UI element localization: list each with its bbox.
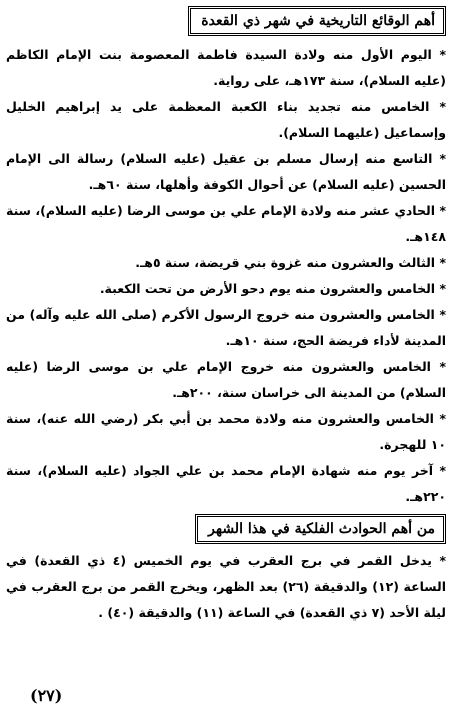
event-item: [6, 406, 446, 458]
bullet-mark: *: [439, 463, 446, 478]
event-item: [6, 42, 446, 94]
section-title-historical-events: أهم الوقائع التاريخية في شهر ذي القعدة: [188, 6, 446, 36]
page-number: (٢٧): [30, 686, 63, 705]
event-item: [6, 250, 446, 276]
event-item: [6, 548, 446, 626]
event-item: [6, 458, 446, 510]
bullet-mark: *: [439, 281, 446, 296]
event-text: الخامس والعشرون منه خروج الإمام علي بن موسى الرضا (عليه السلام) من المدينة الى خراسان سنة، ٢٠٠هـ.: [6, 359, 446, 400]
historical-events-list: [6, 42, 446, 510]
event-text: اليوم الأول منه ولادة السيدة فاطمة المعصومة بنت الإمام الكاظم (عليه السلام)، سنة ١٧٣هـ، على رواية.: [6, 47, 446, 88]
event-item: [6, 146, 446, 198]
section-title-wrap-astronomical: [6, 514, 446, 544]
event-item: [6, 94, 446, 146]
event-text: الثالث والعشرون منه غزوة بني قريضة، سنة ٥هـ.: [135, 255, 436, 270]
bullet-mark: *: [439, 359, 446, 374]
event-text: الخامس والعشرون منه خروج الرسول الأكرم (صلى الله عليه وآله) من المدينة لأداء فريضة الحج، سنة ١٠هـ.: [6, 307, 446, 348]
bullet-mark: *: [439, 151, 446, 166]
bullet-mark: *: [439, 203, 446, 218]
bullet-mark: *: [439, 47, 446, 62]
event-text: الخامس منه تجديد بناء الكعبة المعظمة على يد إبراهيم الخليل وإسماعيل (عليهما السلام).: [6, 99, 446, 140]
event-text: الحادي عشر منه ولادة الإمام علي بن موسى الرضا (عليه السلام)، سنة ١٤٨هـ.: [6, 203, 446, 244]
event-text: الخامس والعشرون منه يوم دحو الأرض من تحت الكعبة.: [99, 281, 436, 296]
bullet-mark: *: [439, 553, 446, 568]
bullet-mark: *: [439, 307, 447, 322]
bullet-mark: *: [439, 255, 446, 270]
event-item: [6, 198, 446, 250]
astronomical-events-list: [6, 548, 446, 626]
event-item: [6, 276, 446, 302]
bullet-mark: *: [439, 99, 446, 114]
event-item: [6, 354, 446, 406]
event-item: [6, 302, 446, 354]
section-title-wrap-historical: [6, 6, 446, 36]
event-text: يدخل القمر في برج العقرب في يوم الخميس (٤ ذي القعدة) في الساعة (١٢) والدقيقة (٢٦) بعد الظهر، ويخرج القمر من برج العقرب في ليلة الأحد (٧ ذي القعدة) في الساعة (١١) والدقيقة (٤٠) .: [6, 553, 447, 620]
event-text: التاسع منه إرسال مسلم بن عقيل (عليه السلام) رسالة الى الإمام الحسين (عليه السلام) عن أحوال الكوفة وأهلها، سنة ٦٠هـ.: [6, 151, 446, 192]
event-text: آخر يوم منه شهادة الإمام محمد بن علي الجواد (عليه السلام)، سنة ٢٢٠هـ.: [6, 463, 446, 504]
event-text: الخامس والعشرون منه ولادة محمد بن أبي بكر (رضي الله عنه)، سنة ١٠ للهجرة.: [6, 411, 446, 452]
bullet-mark: *: [439, 411, 446, 426]
section-title-astronomical-events: من أهم الحوادث الفلكية في هذا الشهر: [195, 514, 446, 544]
